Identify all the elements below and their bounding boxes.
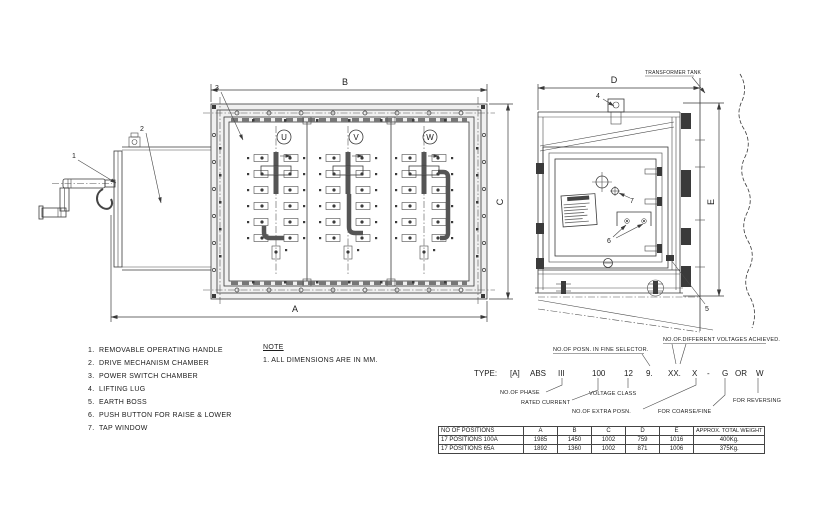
tank-studs <box>681 113 691 287</box>
type-reversing: W <box>756 369 764 378</box>
cell: 1002 <box>592 445 626 454</box>
part-num: 3. <box>88 373 95 380</box>
type-phase: III <box>558 369 565 378</box>
col-header: APPROX. TOTAL WEIGHT <box>694 427 765 436</box>
nameplate <box>561 194 597 227</box>
tap-window <box>610 186 620 196</box>
type-voltage: 12 <box>624 369 633 378</box>
type-coarse: G <box>722 369 729 378</box>
parts-list-item <box>88 370 232 383</box>
cell: 400Kg. <box>694 436 765 445</box>
callout-voltage: VOLTAGE CLASS <box>589 391 637 397</box>
col-header: C <box>592 427 626 436</box>
part-num: 1. <box>88 347 95 354</box>
balloon-1: 1 <box>72 153 76 160</box>
parts-list-item <box>88 344 232 357</box>
tank-label: TRANSFORMER TANK <box>645 70 702 76</box>
balloon-3: 3 <box>215 85 219 92</box>
type-frame: [A] <box>510 369 520 378</box>
type-extra: X <box>692 369 698 378</box>
phase-v-selector <box>319 126 377 276</box>
phase-u-selector <box>247 126 305 276</box>
col-header: E <box>660 427 694 436</box>
dim-d-label: D <box>610 75 618 85</box>
cell: 375Kg. <box>694 445 765 454</box>
phase-w-selector <box>395 126 453 276</box>
cell: 1892 <box>524 445 558 454</box>
callout-fine-selector: NO.OF POSN. IN FINE SELECTOR. <box>553 347 649 353</box>
part-num: 7. <box>88 425 95 432</box>
part-label: PUSH BUTTON FOR RAISE & LOWER <box>99 412 232 419</box>
part-label: DRIVE MECHANISM CHAMBER <box>99 360 209 367</box>
parts-list-item <box>88 383 232 396</box>
parts-list-item <box>88 409 232 422</box>
type-current: 100 <box>592 369 606 378</box>
part-label: REMOVABLE OPERATING HANDLE <box>99 347 223 354</box>
tank-break-line <box>739 74 755 328</box>
part-label: TAP WINDOW <box>99 425 148 432</box>
callout-reversing: FOR REVERSING <box>733 398 782 404</box>
handle-clip <box>97 189 112 209</box>
front-view-power-switch-chamber <box>203 97 495 306</box>
note-item: 1. ALL DIMENSIONS ARE IN MM. <box>263 357 378 364</box>
cell: 1450 <box>558 436 592 445</box>
cell: 871 <box>626 445 660 454</box>
parts-list-item <box>88 357 232 370</box>
dimension-b <box>211 77 487 102</box>
part-label: POWER SWITCH CHAMBER <box>99 373 198 380</box>
cell: 1016 <box>660 436 694 445</box>
callout-current: RATED CURRENT <box>521 400 571 406</box>
parts-list <box>88 344 232 435</box>
col-header: NO OF POSITIONS <box>439 427 524 436</box>
dim-e-label: E <box>706 198 716 206</box>
phase-w-label: W <box>426 133 434 142</box>
type-fine-posn: 9. <box>646 369 653 378</box>
dimension-table <box>438 426 765 454</box>
cell: 1002 <box>592 436 626 445</box>
operating-handle <box>39 179 115 219</box>
callout-diff-voltages: NO.OF.DIFFERENT VOLTAGES ACHIEVED. <box>663 337 781 343</box>
dimension-a <box>111 215 487 322</box>
phase-u-label: U <box>281 133 287 142</box>
balloon-7: 7 <box>630 198 634 205</box>
phase-v-label: V <box>353 133 359 142</box>
cell: 17 POSITIONS 100A <box>439 436 524 445</box>
balloon-4: 4 <box>596 93 600 100</box>
part-num: 2. <box>88 360 95 367</box>
balloon-6: 6 <box>607 238 611 245</box>
table-row <box>439 436 765 445</box>
dim-c-label: C <box>495 198 505 206</box>
part-num: 5. <box>88 399 95 406</box>
callout-extra: NO.OF EXTRA POSN. <box>572 409 632 415</box>
part-num: 6. <box>88 412 95 419</box>
side-view <box>535 74 755 332</box>
cell: 759 <box>626 436 660 445</box>
part-num: 4. <box>88 386 95 393</box>
table-row <box>439 445 765 454</box>
door-latches <box>645 167 662 253</box>
type-label: TYPE: <box>474 369 498 378</box>
type-or: OR <box>735 369 747 378</box>
dim-b-label: B <box>341 77 349 87</box>
cell: 1006 <box>660 445 694 454</box>
table-header-row <box>439 427 765 436</box>
col-header: A <box>524 427 558 436</box>
cell: 1360 <box>558 445 592 454</box>
col-header: B <box>558 427 592 436</box>
cell: 1985 <box>524 436 558 445</box>
cell: 17 POSITIONS 65A <box>439 445 524 454</box>
tank-annotation <box>645 70 705 93</box>
balloon-5: 5 <box>705 306 709 313</box>
type-voltages: XX. <box>668 369 681 378</box>
note-title: NOTE <box>263 344 284 351</box>
part-label: EARTH BOSS <box>99 399 147 406</box>
dimension-c <box>489 104 513 299</box>
dim-a-label: A <box>291 304 299 314</box>
part-label: LIFTING LUG <box>99 386 146 393</box>
callout-phase: NO.OF PHASE <box>500 390 540 396</box>
earth-boss <box>666 255 674 261</box>
callout-coarse: FOR COARSE/FINE <box>658 409 712 415</box>
drive-mechanism-chamber <box>114 133 211 270</box>
parts-list-item <box>88 396 232 409</box>
type-dash: - <box>707 369 710 378</box>
type-series: ABS <box>530 369 547 378</box>
type-designation <box>474 337 781 415</box>
note-block <box>263 341 378 367</box>
col-header: D <box>626 427 660 436</box>
balloon-2: 2 <box>140 126 144 133</box>
sight-glass <box>592 172 612 192</box>
parts-list-item <box>88 422 232 435</box>
push-buttons <box>617 212 651 226</box>
